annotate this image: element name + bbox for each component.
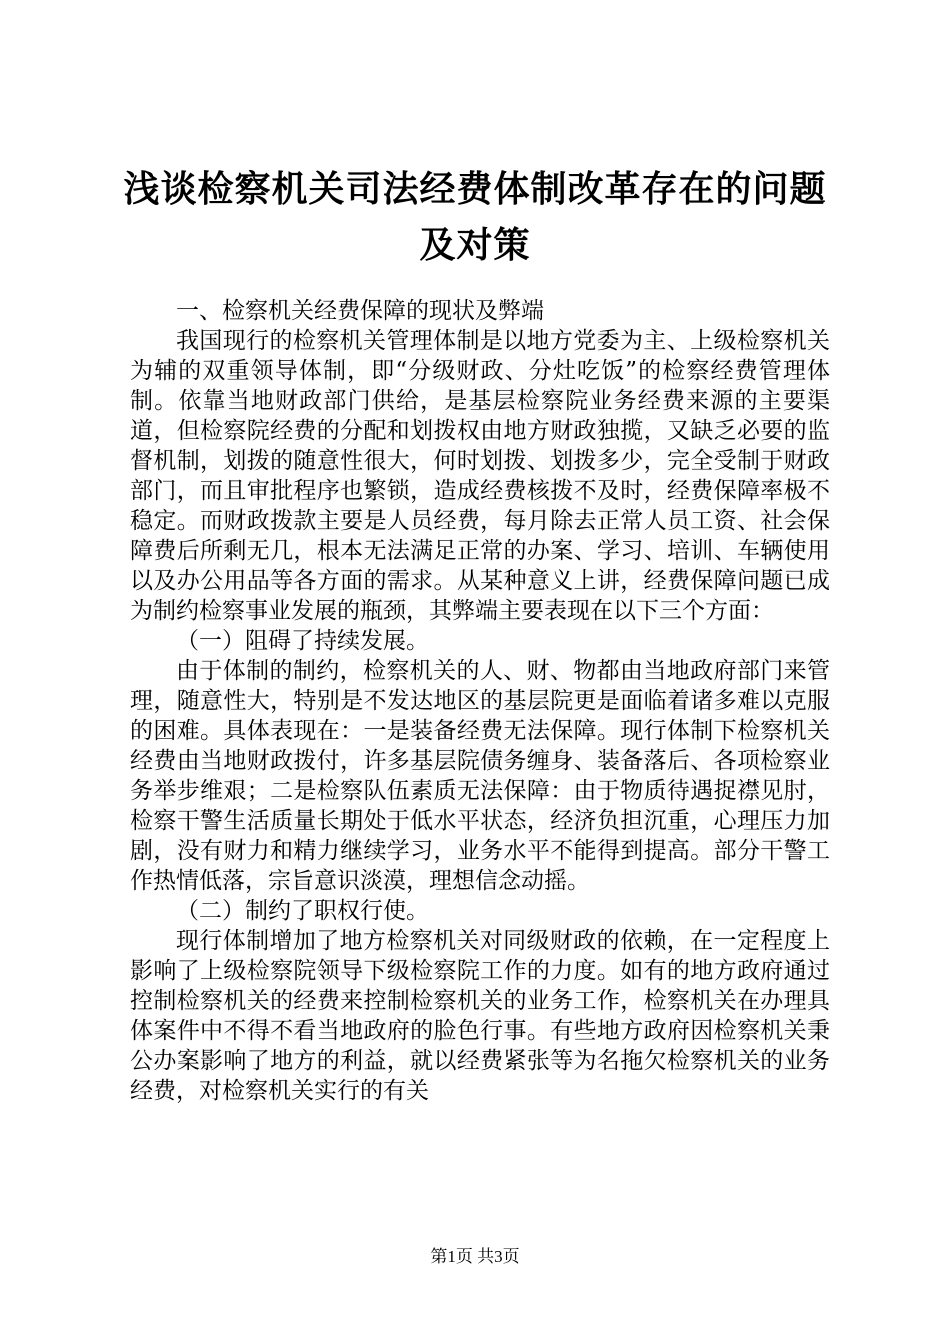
section-heading-1: 一、检察机关经费保障的现状及弊端 <box>176 298 544 324</box>
subsection-heading-1: （一）阻碍了持续发展。 <box>176 628 429 654</box>
document-title: 浅谈检察机关司法经费体制改革存在的问题及对策 <box>123 169 827 266</box>
body-paragraph-3: 现行体制增加了地方检察机关对同级财政的依赖，在一定程度上影响了上级检察院领导下级检察院工作的力度。如有的地方政府通过控制检察机关的经费来控制检察机关的业务工作，检察机关在办理具体案件中不得不看当地政府的脸色行事。有些地方政府因检察机关秉公办案影响了地方的利益，就以经费紧张等为名拖欠检察机关的业务经费，对检察机关实行的有关 <box>130 928 830 1104</box>
body-paragraph-1: 我国现行的检察机关管理体制是以地方党委为主、上级检察机关为辅的双重领导体制，即“分级财政、分灶吃饭”的检察经费管理体制。依靠当地财政部门供给，是基层检察院业务经费来源的主要渠道，但检察院经费的分配和划拨权由地方财政独揽，又缺乏必要的监督机制，划拨的随意性很大，何时划拨、划拨多少，完全受制于财政部门，而且审批程序也繁锁，造成经费核拨不及时，经费保障率极不稳定。而财政拨款主要是人员经费，每月除去正常人员工资、社会保障费后所剩无几，根本无法满足正常的办案、学习、培训、车辆使用以及办公用品等各方面的需求。从某种意义上讲，经费保障问题已成为制约检察事业发展的瓶颈，其弊端主要表现在以下三个方面： <box>130 328 830 624</box>
page-footer: 第1页 共3页 <box>430 1247 520 1266</box>
body-paragraph-2: 由于体制的制约，检察机关的人、财、物都由当地政府部门来管理，随意性大，特别是不发达地区的基层院更是面临着诸多难以克服的困难。具体表现在：一是装备经费无法保障。现行体制下检察机关经费由当地财政拨付，许多基层院债务缠身、装备落后、各项检察业务举步维艰；二是检察队伍素质无法保障：由于物质待遇捉襟见肘，检察干警生活质量长期处于低水平状态，经济负担沉重，心理压力加剧，没有财力和精力继续学习，业务水平不能得到提高。部分干警工作热情低落，宗旨意识淡漠，理想信念动摇。 <box>130 658 830 894</box>
document-body <box>130 296 830 1106</box>
subsection-heading-2: （二）制约了职权行使。 <box>176 898 429 924</box>
